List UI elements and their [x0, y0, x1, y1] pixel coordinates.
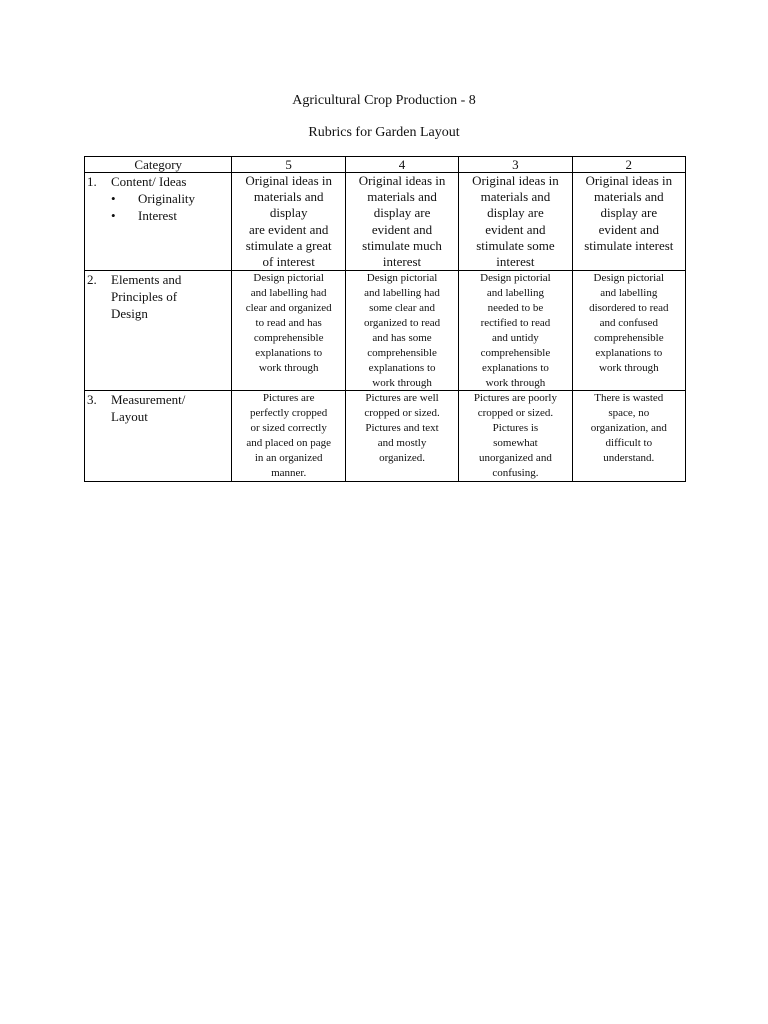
cell-text: Original ideas in materials and display are evident and stimulate some interest [472, 173, 559, 270]
score-cell [572, 391, 685, 482]
document-title: Agricultural Crop Production - 8 [292, 93, 476, 108]
cell-text: Original ideas in materials and display are evident and stimulate much interest [358, 173, 446, 270]
bullet-text: Interest [138, 208, 177, 223]
category-label: Measurement/ Layout [111, 392, 186, 425]
score-cell [459, 173, 572, 271]
score-cell [345, 173, 458, 271]
bullet-icon: • [111, 191, 116, 206]
score-cell [459, 391, 572, 482]
table-row [85, 391, 686, 482]
header-score-4: 4 [345, 157, 458, 173]
header-category: Category [85, 157, 232, 173]
table-header-row [85, 157, 686, 173]
bullet-text: Originality [138, 191, 196, 206]
category-label: Content/ Ideas [111, 174, 187, 189]
score-cell [345, 271, 458, 391]
table-row [85, 271, 686, 391]
category-cell [85, 173, 232, 271]
row-number: 3. [87, 392, 97, 408]
table-row [85, 173, 686, 271]
cell-text: Original ideas in materials and display are evident and stimulate a great of interest [245, 173, 332, 270]
category-cell [85, 271, 232, 391]
header-score-5: 5 [232, 157, 345, 173]
score-cell [459, 271, 572, 391]
cell-text: Original ideas in materials and display are evident and stimulate interest [584, 173, 674, 253]
row-number: 1. [87, 174, 97, 189]
rubric-table [84, 156, 686, 482]
score-cell [232, 271, 345, 391]
cell-text: There is wasted space, no organization, and difficult to understand. [590, 392, 667, 465]
score-cell [572, 173, 685, 271]
score-cell [345, 391, 458, 482]
list-item [87, 207, 229, 224]
cell-text: Design pictorial and labelling had some clear and organized to read and has some comprehensible explanations to work through [363, 272, 441, 389]
cell-text: Pictures are poorly cropped or sized. Pictures is somewhat unorganized and confusing. [473, 392, 557, 479]
category-cell [85, 391, 232, 482]
cell-text: Pictures are perfectly cropped or sized correctly and placed on page in an organized manner. [246, 392, 331, 479]
header-score-3: 3 [459, 157, 572, 173]
header-score-2: 2 [572, 157, 685, 173]
score-cell [232, 173, 345, 271]
bullet-list [87, 190, 229, 224]
cell-text: Pictures are well cropped or sized. Pictures and text and mostly organized. [364, 392, 440, 465]
score-cell [232, 391, 345, 482]
bullet-icon: • [111, 208, 116, 223]
category-label: Elements and Principles of Design [111, 272, 182, 322]
cell-text: Design pictorial and labelling disordered to read and confused comprehensible explanations to work through [589, 272, 669, 374]
list-item [87, 190, 229, 207]
score-cell [572, 271, 685, 391]
row-number: 2. [87, 272, 97, 288]
cell-text: Design pictorial and labelling needed to be rectified to read and untidy comprehensible explanations to work through [480, 272, 551, 389]
document-subtitle: Rubrics for Garden Layout [308, 125, 460, 140]
cell-text: Design pictorial and labelling had clear and organized to read and has comprehensible explanations to work through [245, 272, 332, 374]
